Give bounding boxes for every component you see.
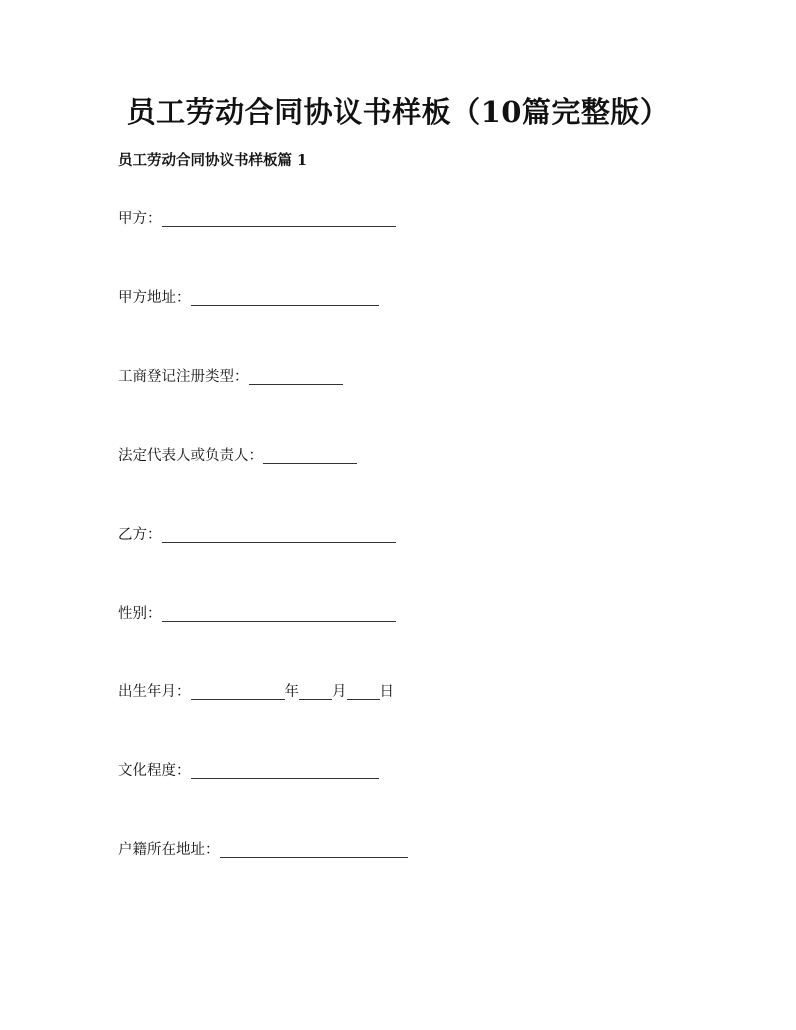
household-address-label: 户籍所在地址： (118, 842, 220, 858)
year-unit: 年 (284, 684, 299, 700)
document-title: 员工劳动合同协议书样板（10篇完整版） (126, 95, 670, 129)
birth-day-blank[interactable] (347, 683, 380, 700)
birth-date-label: 出生年月： (118, 684, 191, 700)
household-address-blank[interactable] (220, 841, 408, 858)
gender-field (118, 604, 396, 624)
party-a-field (118, 209, 396, 229)
education-field (118, 761, 379, 781)
party-b-blank[interactable] (162, 526, 396, 543)
business-registration-type-field (118, 367, 343, 387)
party-a-blank[interactable] (162, 210, 396, 227)
party-b-label: 乙方： (118, 527, 162, 543)
birth-month-blank[interactable] (299, 683, 332, 700)
party-a-address-field (118, 288, 379, 308)
party-b-field (118, 525, 396, 545)
party-a-address-blank[interactable] (191, 289, 379, 306)
household-address-field (118, 840, 408, 860)
education-blank[interactable] (191, 762, 379, 779)
section-heading: 员工劳动合同协议书样板篇 1 (118, 152, 308, 169)
party-a-address-label: 甲方地址： (118, 290, 191, 306)
day-unit: 日 (379, 684, 394, 700)
gender-blank[interactable] (162, 605, 396, 622)
party-a-label: 甲方： (118, 211, 162, 227)
legal-representative-label: 法定代表人或负责人： (118, 448, 263, 464)
education-label: 文化程度： (118, 763, 191, 779)
business-registration-type-label: 工商登记注册类型： (118, 369, 249, 385)
legal-representative-blank[interactable] (263, 447, 357, 464)
birth-year-blank[interactable] (191, 683, 285, 700)
gender-label: 性别： (118, 606, 162, 622)
legal-representative-field (118, 446, 357, 466)
month-unit: 月 (332, 684, 347, 700)
business-registration-type-blank[interactable] (249, 368, 343, 385)
birth-date-field (118, 682, 394, 702)
